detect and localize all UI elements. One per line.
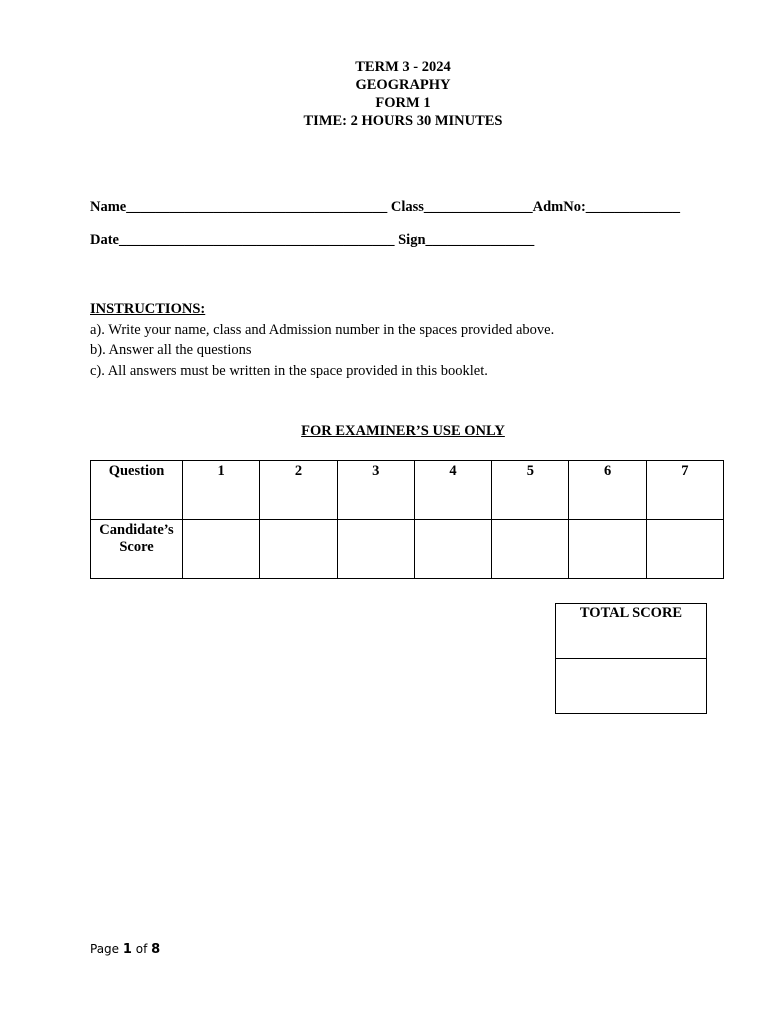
question-number-cell: 2 xyxy=(260,461,337,520)
name-class-admno-line: Name____________________________________ Class_______________AdmNo:_____________ xyxy=(90,199,681,215)
question-header-cell: Question xyxy=(91,461,183,520)
instruction-item: a). Write your name, class and Admission number in the spaces provided above. xyxy=(90,321,555,338)
instructions-section xyxy=(90,299,554,381)
instruction-item: c). All answers must be written in the space provided in this booklet. xyxy=(90,362,488,379)
score-cell xyxy=(414,520,491,579)
form-title: FORM 1 xyxy=(375,95,431,111)
question-number-cell: 4 xyxy=(414,461,491,520)
question-number-cell: 6 xyxy=(569,461,646,520)
question-number-cell: 5 xyxy=(492,461,569,520)
time-title: TIME: 2 HOURS 30 MINUTES xyxy=(303,113,503,129)
score-cell xyxy=(492,520,569,579)
instruction-item: b). Answer all the questions xyxy=(90,342,252,358)
page-word: Page xyxy=(90,942,120,956)
term-title: TERM 3 - 2024 xyxy=(355,59,451,75)
instructions-title: INSTRUCTIONS: xyxy=(90,301,206,317)
question-number-cell: 7 xyxy=(646,461,723,520)
candidate-score-header-cell: Candidate’s Score xyxy=(91,520,183,579)
candidate-score-row xyxy=(91,520,724,579)
score-cell xyxy=(337,520,414,579)
question-number-cell: 1 xyxy=(183,461,260,520)
current-page-number: 1 xyxy=(122,942,132,957)
exam-header xyxy=(0,58,768,130)
subject-title: GEOGRAPHY xyxy=(355,77,451,93)
total-page-count: 8 xyxy=(151,942,161,957)
total-score-label: TOTAL SCORE xyxy=(556,604,706,659)
page-footer xyxy=(90,942,160,957)
date-sign-line: Date______________________________________ Sign_______________ xyxy=(90,232,535,248)
score-cell xyxy=(646,520,723,579)
examiner-use-title: FOR EXAMINER’S USE ONLY xyxy=(301,423,505,439)
score-cell xyxy=(260,520,337,579)
question-number-cell: 3 xyxy=(337,461,414,520)
score-cell xyxy=(569,520,646,579)
total-score-box xyxy=(555,603,707,714)
score-cell xyxy=(183,520,260,579)
question-row xyxy=(91,461,724,520)
examiner-score-table xyxy=(90,460,724,579)
of-word: of xyxy=(135,942,148,956)
